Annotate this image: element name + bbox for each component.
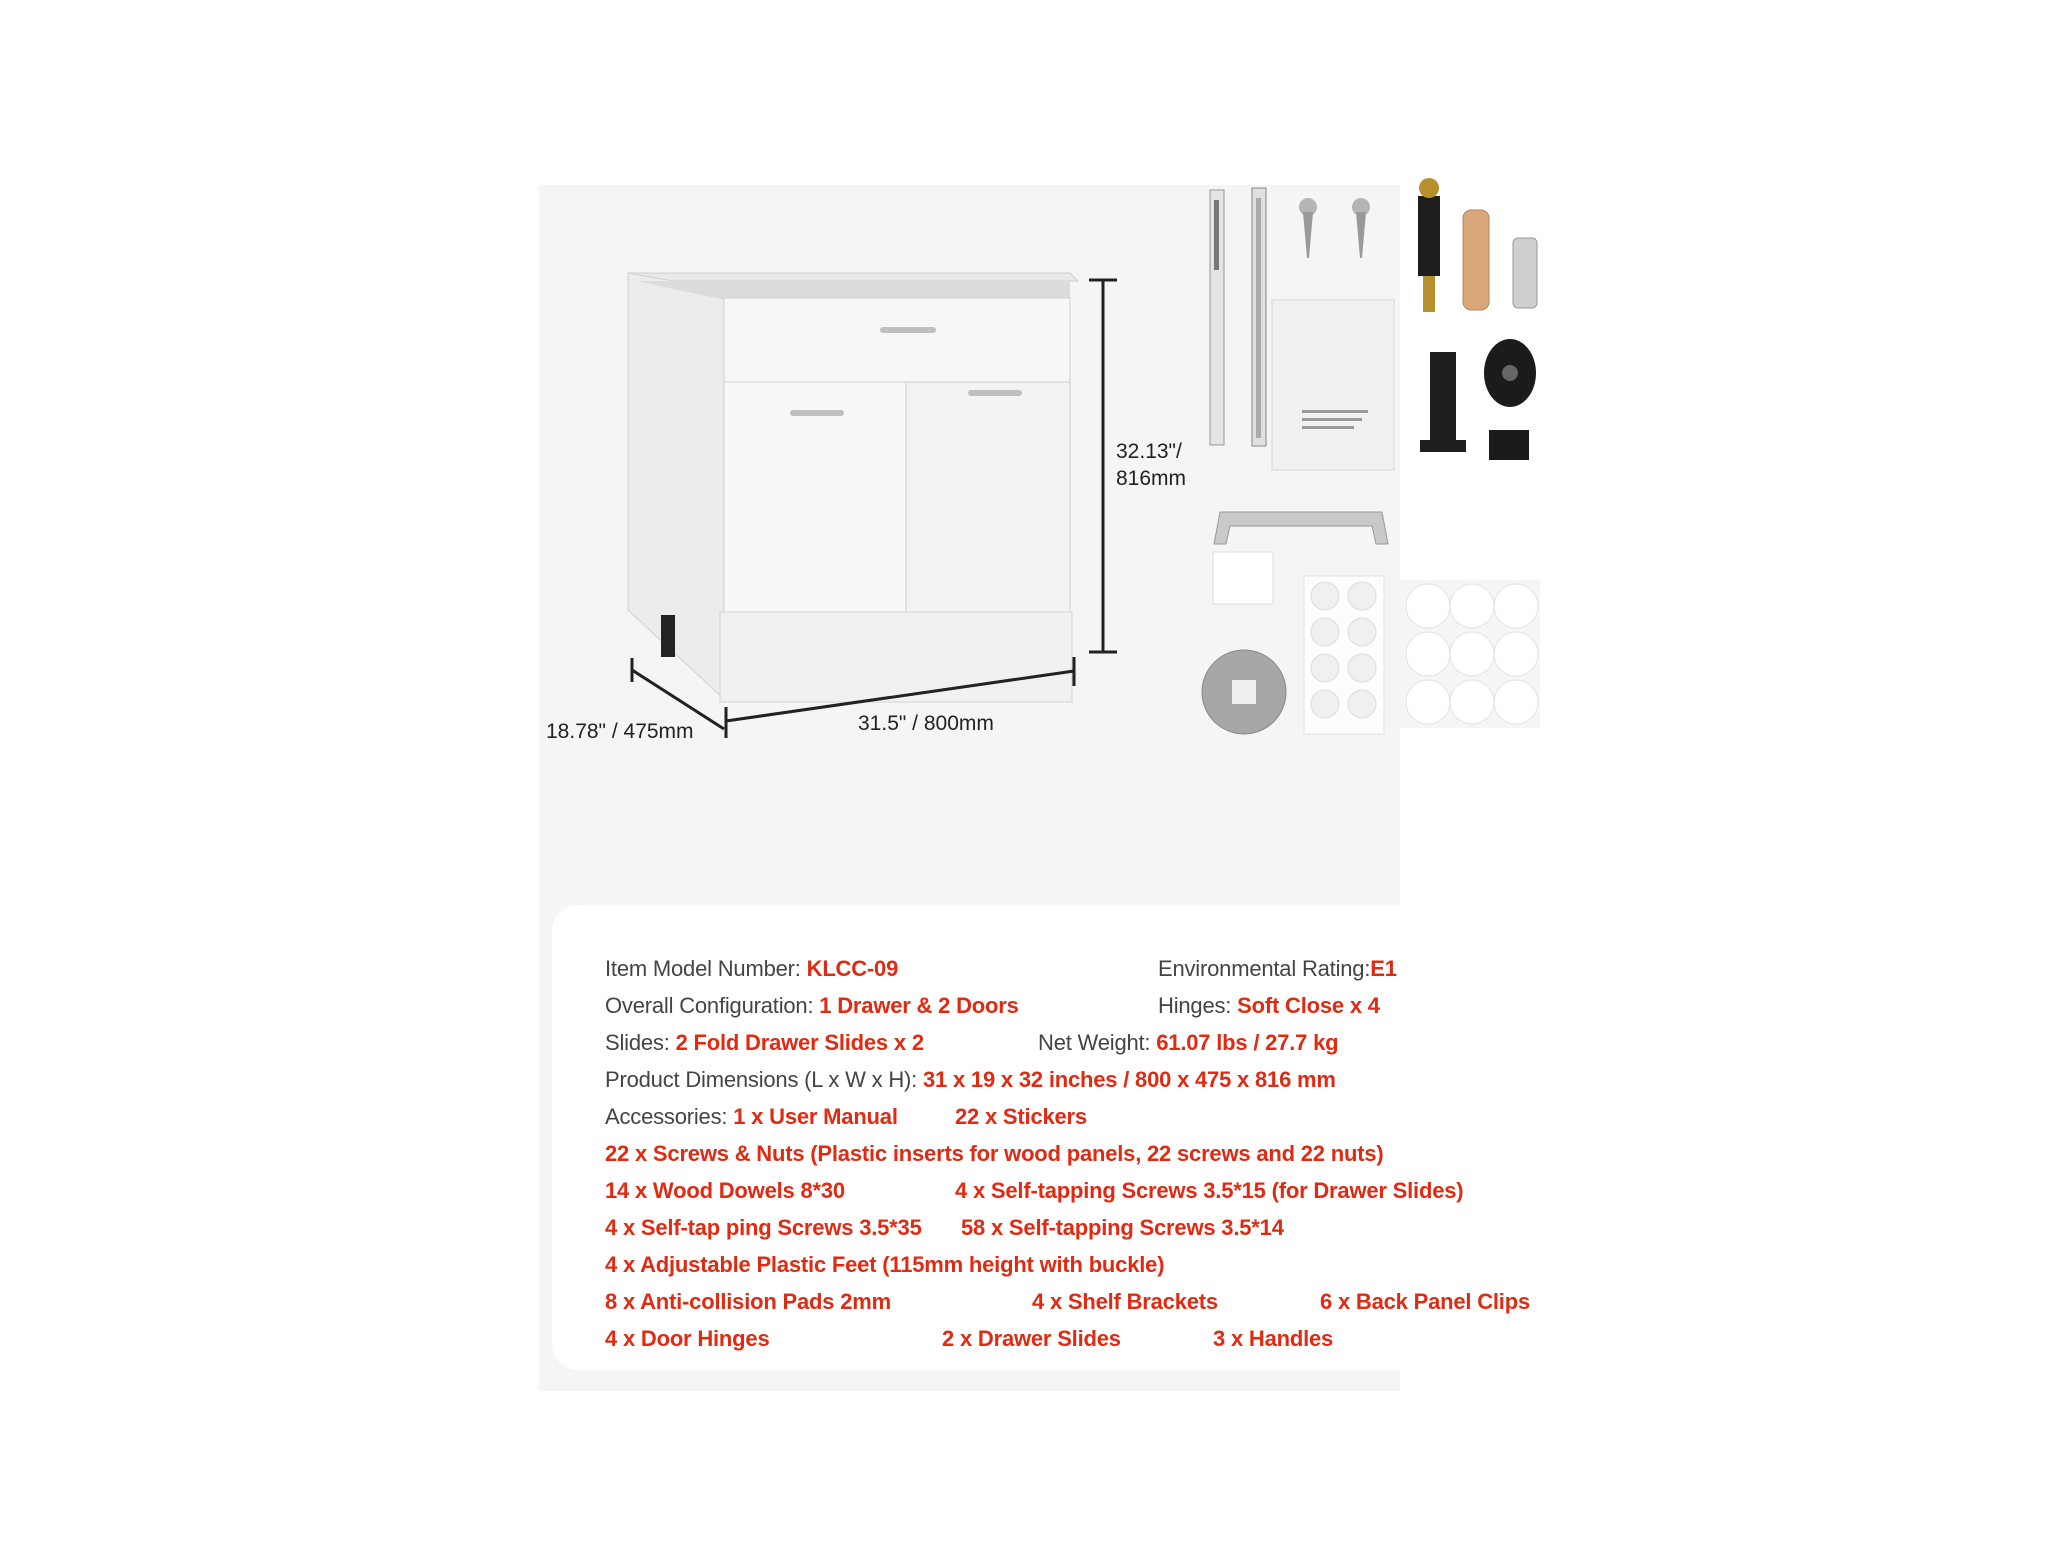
accessory-item: 22 x Screws & Nuts (Plastic inserts for wood panels, 22 screws and 22 nuts) bbox=[605, 1141, 1384, 1166]
width-dimension-label: 31.5" / 800mm bbox=[858, 712, 994, 735]
cam-lock-icon bbox=[1202, 650, 1286, 734]
accessory-item: 1 x User Manual bbox=[733, 1104, 898, 1129]
env-row bbox=[1158, 956, 1397, 982]
slides-row bbox=[605, 1030, 924, 1056]
height-dimension-label: 32.13"/ 816mm bbox=[1116, 440, 1187, 490]
handle-icon bbox=[1214, 512, 1388, 544]
model-row bbox=[605, 956, 898, 982]
accessory-item: 3 x Handles bbox=[1213, 1326, 1334, 1351]
accessory-item: 14 x Wood Dowels 8*30 bbox=[605, 1178, 845, 1203]
hinges-label: Hinges: bbox=[1158, 993, 1232, 1018]
dims-value: 31 x 19 x 32 inches / 800 x 475 x 816 mm bbox=[922, 1067, 1336, 1092]
accessory-item: 4 x Self-tap ping Screws 3.5*35 bbox=[605, 1215, 922, 1240]
screw-icon bbox=[1299, 198, 1370, 258]
hinges-row bbox=[1158, 993, 1380, 1019]
sticker-icon bbox=[1213, 552, 1273, 604]
dims-label: Product Dimensions (L x W x H): bbox=[605, 1067, 918, 1092]
accessories-row bbox=[605, 1104, 898, 1130]
back-panel-clip-icon bbox=[1489, 430, 1529, 460]
plastic-foot-icon bbox=[1420, 352, 1466, 452]
env-label: Environmental Rating: bbox=[1158, 956, 1371, 981]
drawer-slide-icon bbox=[1210, 188, 1266, 446]
depth-dimension-label: 18.78" / 475mm bbox=[546, 720, 694, 743]
slides-label: Slides: bbox=[605, 1030, 670, 1055]
hinges-value: Soft Close x 4 bbox=[1237, 993, 1380, 1018]
accessory-item: 4 x Adjustable Plastic Feet (115mm height with buckle) bbox=[605, 1252, 1165, 1277]
model-value: KLCC-09 bbox=[806, 956, 899, 981]
config-row bbox=[605, 993, 1019, 1019]
weight-value: 61.07 lbs / 27.7 kg bbox=[1156, 1030, 1339, 1055]
plastic-insert-icon bbox=[1513, 238, 1537, 308]
weight-label: Net Weight: bbox=[1038, 1030, 1151, 1055]
weight-row bbox=[1038, 1030, 1338, 1056]
accessory-item: 6 x Back Panel Clips bbox=[1320, 1289, 1530, 1314]
shelf-bracket-icon bbox=[1484, 339, 1536, 407]
slides-value: 2 Fold Drawer Slides x 2 bbox=[675, 1030, 924, 1055]
accessory-item: 4 x Shelf Brackets bbox=[1032, 1289, 1218, 1314]
accessory-item: 4 x Self-tapping Screws 3.5*15 (for Drawer Slides) bbox=[955, 1178, 1464, 1203]
user-manual-icon bbox=[1272, 300, 1394, 470]
model-label: Item Model Number: bbox=[605, 956, 801, 981]
cam-bolt-icon bbox=[1418, 178, 1440, 312]
dims-row bbox=[605, 1067, 1336, 1093]
accessory-item: 2 x Drawer Slides bbox=[942, 1326, 1121, 1351]
accessory-item: 58 x Self-tapping Screws 3.5*14 bbox=[961, 1215, 1284, 1240]
config-label: Overall Configuration: bbox=[605, 993, 814, 1018]
anti-collision-pads-icon bbox=[1304, 576, 1384, 734]
accessory-item: 22 x Stickers bbox=[955, 1104, 1087, 1129]
wood-dowel-icon bbox=[1463, 210, 1489, 310]
env-value: E1 bbox=[1370, 956, 1397, 981]
round-stickers-icon bbox=[1400, 580, 1540, 728]
accessory-item: 8 x Anti-collision Pads 2mm bbox=[605, 1289, 891, 1314]
accessory-item: 4 x Door Hinges bbox=[605, 1326, 770, 1351]
accessories-label: Accessories: bbox=[605, 1104, 728, 1129]
config-value: 1 Drawer & 2 Doors bbox=[819, 993, 1019, 1018]
